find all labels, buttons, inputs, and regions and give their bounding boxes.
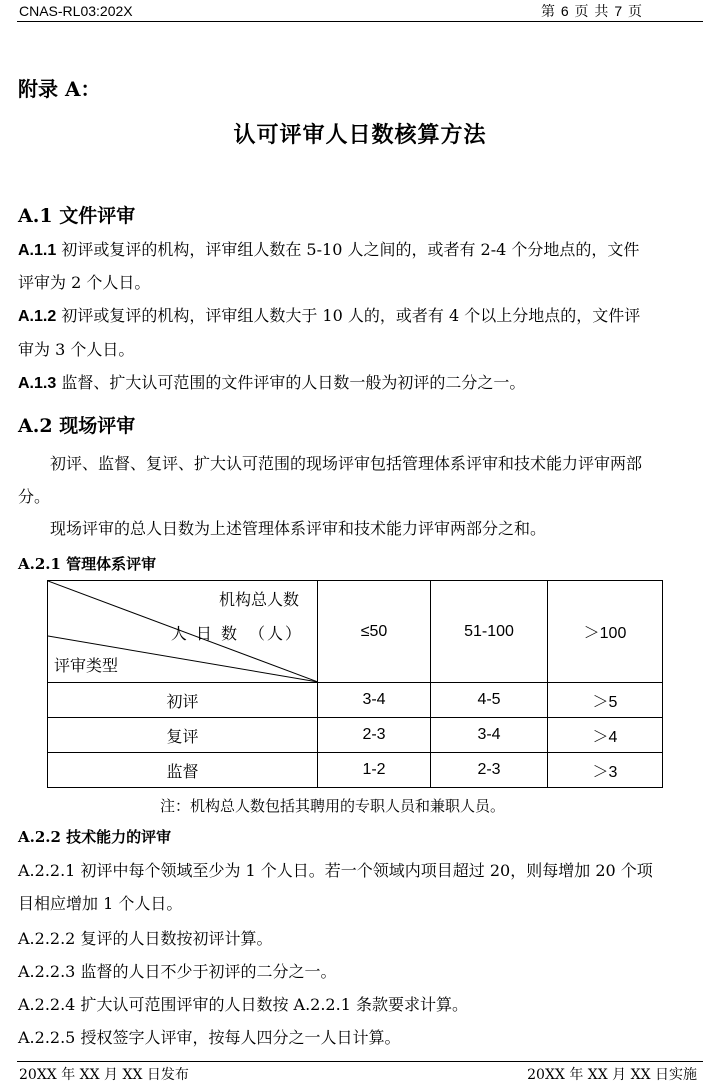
table-cell: 1-2	[318, 753, 431, 788]
row-label: 监督	[48, 753, 318, 788]
document-title: 认可评审人日数核算方法	[233, 122, 487, 148]
a2-paragraph2: 现场评审的总人日数为上述管理体系评审和技术能力评审两部分之和。	[50, 519, 547, 538]
clause-text: 初评或复评的机构，评审组人数在 5-10 人之间的，或者有 2-4 个分地点的，文件	[61, 240, 640, 259]
table-corner-cell	[48, 581, 318, 683]
clause-a1-1-line2: 评审为 2 个人日。	[18, 273, 151, 292]
row-label: 复评	[48, 718, 318, 753]
clause-number: A.1.3	[18, 375, 57, 392]
release-date: 20XX 年 XX 月 XX 日发布	[19, 1067, 189, 1083]
table-header-row	[48, 581, 663, 683]
table-note: 注：机构总人数包括其聘用的专职人员和兼职人员。	[160, 797, 506, 815]
clause-a1-1-line1	[18, 240, 639, 261]
table-row	[48, 683, 663, 718]
clause-a2-2-4: A.2.2.4 扩大认可范围评审的人日数按 A.2.2.1 条款要求计算。	[18, 995, 468, 1014]
clause-a2-2-5: A.2.2.5 授权签字人评审，按每人四分之一人日计算。	[18, 1028, 401, 1047]
row-label: 初评	[48, 683, 318, 718]
clause-number: A.1.2	[18, 308, 57, 325]
clause-number: A.1.1	[18, 242, 57, 259]
corner-label-person-days: 人 日 数 （人）	[170, 624, 303, 643]
table-cell: ＞4	[548, 718, 663, 753]
page-footer	[17, 1061, 703, 1085]
clause-text: 监督、扩大认可范围的文件评审的人日数一般为初评的二分之一。	[61, 373, 526, 392]
col-header: 51-100	[431, 581, 548, 683]
clause-a2-2-1-line1: A.2.2.1 初评中每个领域至少为 1 个人日。若一个领域内项目超过 20，则每增加 20 个项	[18, 861, 653, 880]
clause-a2-2-3: A.2.2.3 监督的人日不少于初评的二分之一。	[18, 962, 337, 981]
table-row	[48, 753, 663, 788]
table-cell: ＞3	[548, 753, 663, 788]
corner-label-review-type: 评审类型	[54, 656, 119, 675]
a2-paragraph1-line1: 初评、监督、复评、扩大认可范围的现场评审包括管理体系评审和技术能力评审两部	[50, 454, 643, 473]
table-cell: 2-3	[318, 718, 431, 753]
clause-a1-3	[18, 373, 525, 394]
doc-code: CNAS-RL03:202X	[19, 3, 133, 19]
page-header	[17, 0, 703, 22]
clause-a2-2-2: A.2.2.2 复评的人日数按初评计算。	[18, 929, 273, 948]
management-review-table	[47, 580, 663, 788]
a2-paragraph1-line2: 分。	[18, 487, 51, 506]
clause-a1-2-line2: 审为 3 个人日。	[18, 340, 135, 359]
col-header: ≤50	[318, 581, 431, 683]
section-a2-heading: A.2 现场评审	[18, 415, 136, 437]
table-row	[48, 718, 663, 753]
clause-a2-2-1-line2: 目相应增加 1 个人日。	[18, 894, 183, 913]
clause-text: 初评或复评的机构，评审组人数大于 10 人的，或者有 4 个以上分地点的，文件评	[61, 306, 641, 325]
table-cell: ＞5	[548, 683, 663, 718]
table-cell: 3-4	[318, 683, 431, 718]
subsection-a2-2-heading: A.2.2 技术能力的评审	[18, 828, 172, 846]
page-number: 第 6 页 共 7 页	[540, 3, 643, 19]
appendix-label: 附录 A：	[18, 77, 101, 101]
col-header: ＞100	[548, 581, 663, 683]
corner-label-org-size: 机构总人数	[218, 590, 299, 609]
table-cell: 3-4	[431, 718, 548, 753]
subsection-a2-1-heading: A.2.1 管理体系评审	[18, 555, 157, 573]
section-a1-heading: A.1 文件评审	[18, 205, 136, 227]
table-cell: 2-3	[431, 753, 548, 788]
table-cell: 4-5	[431, 683, 548, 718]
clause-a1-2-line1	[18, 306, 640, 327]
effective-date: 20XX 年 XX 月 XX 日实施	[527, 1067, 697, 1083]
